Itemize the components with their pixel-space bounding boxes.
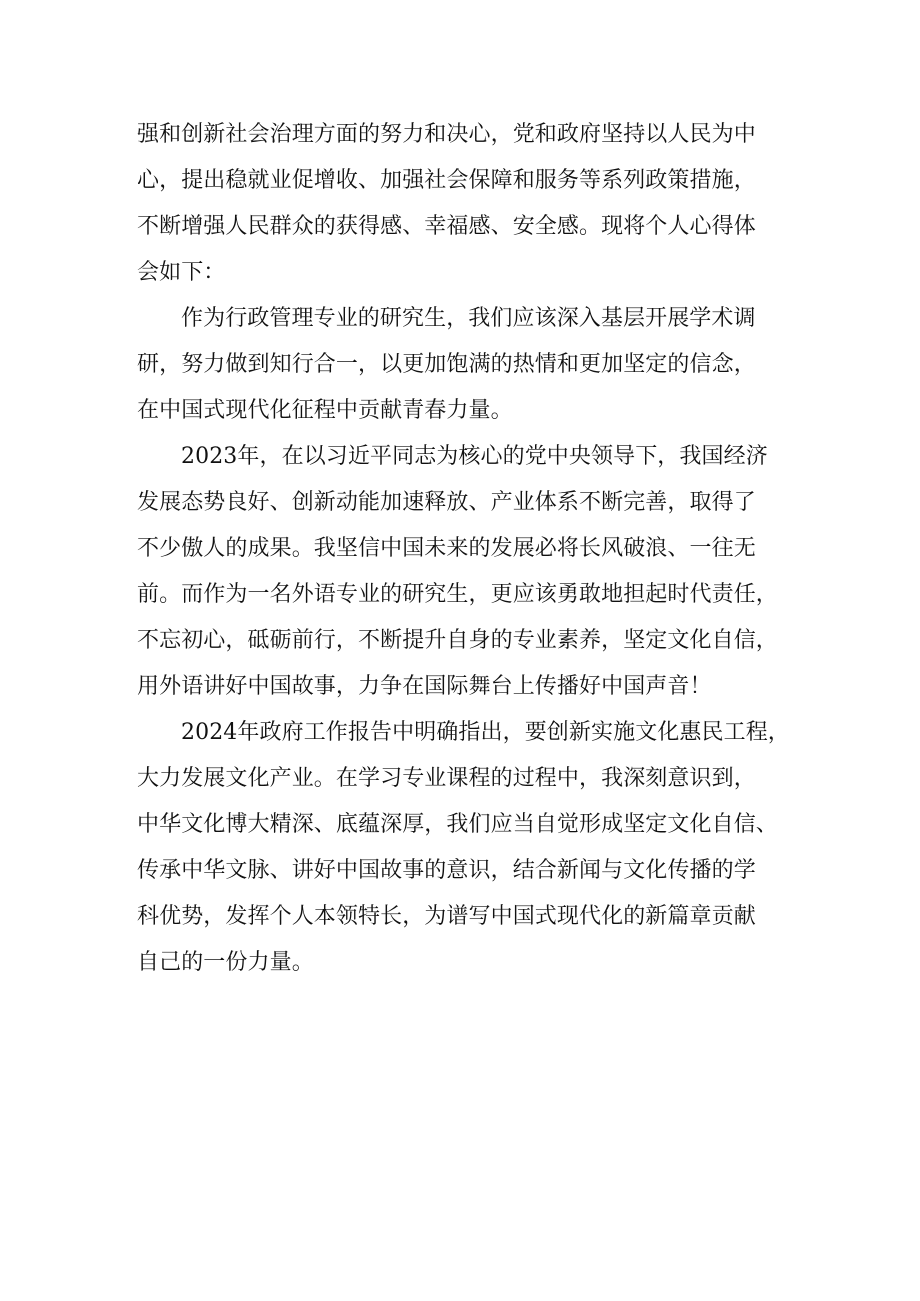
text-line: 研，努力做到知行合一，以更加饱满的热情和更加坚定的信念， xyxy=(137,352,756,377)
text-line: 发展态势良好、创新动能加速释放、产业体系不断完善，取得了 xyxy=(137,490,756,515)
text-line: 强和创新社会治理方面的努力和决心，党和政府坚持以人民为中 xyxy=(137,122,756,147)
text-line: 2023年，在以习近平同志为核心的党中央领导下，我国经济 xyxy=(181,444,768,469)
text-line: 传承中华文脉、讲好中国故事的意识，结合新闻与文化传播的学 xyxy=(137,858,756,883)
text-line: 用外语讲好中国故事，力争在国际舞台上传播好中国声音！ xyxy=(137,674,712,699)
text-line: 大力发展文化产业。在学习专业课程的过程中，我深刻意识到， xyxy=(137,766,756,791)
text-line: 中华文化博大精深、底蕴深厚，我们应当自觉形成坚定文化自信、 xyxy=(137,812,778,837)
text-line: 不断增强人民群众的获得感、幸福感、安全感。现将个人心得体 xyxy=(137,214,756,239)
paragraph-4 xyxy=(137,710,805,986)
document-body xyxy=(137,112,805,986)
text-line: 会如下： xyxy=(137,260,226,285)
text-line: 不少傲人的成果。我坚信中国未来的发展必将长风破浪、一往无 xyxy=(137,536,756,561)
text-line: 科优势，发挥个人本领特长，为谱写中国式现代化的新篇章贡献 xyxy=(137,904,756,929)
text-line: 不忘初心，砥砺前行，不断提升自身的专业素养，坚定文化自信， xyxy=(137,628,778,653)
text-line: 在中国式现代化征程中贡献青春力量。 xyxy=(137,398,513,423)
paragraph-3 xyxy=(137,434,805,710)
text-line: 自己的一份力量。 xyxy=(137,950,314,975)
text-line: 前。而作为一名外语专业的研究生，更应该勇敢地担起时代责任， xyxy=(137,582,778,607)
paragraph-1 xyxy=(137,112,805,296)
text-line: 心，提出稳就业促增收、加强社会保障和服务等系列政策措施， xyxy=(137,168,756,193)
text-line: 2024年政府工作报告中明确指出，要创新实施文化惠民工程， xyxy=(181,720,790,745)
paragraph-2 xyxy=(137,296,805,434)
text-line: 作为行政管理专业的研究生，我们应该深入基层开展学术调 xyxy=(181,306,756,331)
